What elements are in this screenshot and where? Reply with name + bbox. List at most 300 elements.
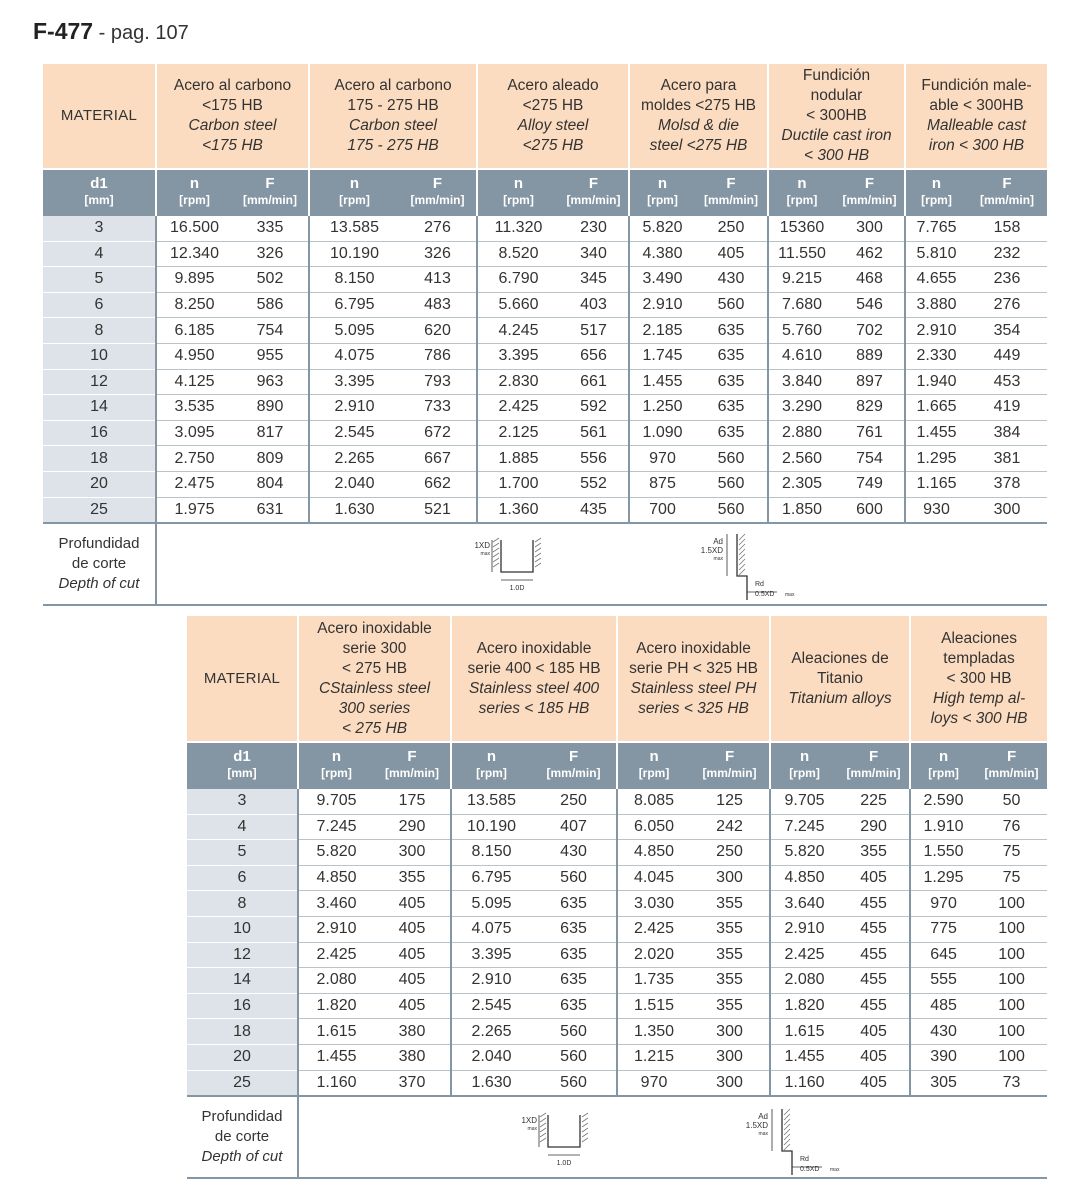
depth-of-cut-diagrams xyxy=(298,1096,1047,1178)
rpm-header xyxy=(309,169,399,216)
feed-cell: 829 xyxy=(835,395,905,421)
material-name-en: series < 185 HB xyxy=(478,699,590,717)
feed-cell: 250 xyxy=(695,216,768,241)
feed-cell: 897 xyxy=(835,369,905,395)
rpm-cell: 2.880 xyxy=(768,420,835,446)
material-header xyxy=(309,64,477,169)
feed-cell: 300 xyxy=(690,865,770,891)
rpm-cell: 1.665 xyxy=(905,395,967,421)
rpm-cell: 6.795 xyxy=(451,865,531,891)
feed-cell: 100 xyxy=(976,993,1047,1019)
feed-cell: 635 xyxy=(531,891,617,917)
rpm-cell: 4.610 xyxy=(768,343,835,369)
n-label: n xyxy=(349,175,360,192)
rpm-cell: 6.050 xyxy=(617,814,690,840)
rpm-cell: 645 xyxy=(910,942,976,968)
hatch-line xyxy=(739,559,745,565)
hatch-line xyxy=(739,534,745,540)
hatch-line xyxy=(535,543,541,547)
rpm-cell: 3.395 xyxy=(309,369,399,395)
diameter-cell: 10 xyxy=(43,343,156,369)
table-row xyxy=(187,1019,1047,1045)
f-label: F xyxy=(588,175,599,192)
material-name-es: Acero aleado xyxy=(507,77,599,94)
table-row xyxy=(187,865,1047,891)
depth-of-cut-diagrams xyxy=(156,523,1047,605)
feed-cell: 405 xyxy=(838,1019,910,1045)
material-name-en: High temp al- xyxy=(932,689,1026,707)
radial-depth-value: 0.5XD xyxy=(755,591,775,599)
hatch-line xyxy=(739,554,745,560)
feed-cell: 405 xyxy=(374,916,451,942)
side-milling-diagram xyxy=(687,530,817,602)
rpm-cell: 8.150 xyxy=(309,267,399,293)
f-label: F xyxy=(1002,175,1012,192)
slot-diagram xyxy=(512,1109,622,1169)
slot-outline xyxy=(501,540,533,572)
rpm-header xyxy=(451,742,531,789)
feed-cell: 250 xyxy=(531,789,617,814)
feed-cell: 405 xyxy=(374,891,451,917)
rpm-cell: 1.615 xyxy=(770,1019,838,1045)
feed-cell: 749 xyxy=(835,471,905,497)
rpm-cell: 2.425 xyxy=(617,916,690,942)
rpm-cell: 5.760 xyxy=(768,318,835,344)
rpm-cell: 1.820 xyxy=(770,993,838,1019)
feed-cell: 355 xyxy=(838,840,910,866)
feed-cell: 635 xyxy=(531,993,617,1019)
radial-depth-sub: max xyxy=(830,1167,840,1174)
material-name-es: Acero inoxidable xyxy=(476,639,592,657)
hatch-line xyxy=(540,1128,546,1132)
material-name-es: Acero al carbono xyxy=(173,77,292,94)
diameter-cell: 3 xyxy=(43,216,156,241)
depth-of-cut-label xyxy=(187,1096,298,1178)
material-name-es: Fundición male- xyxy=(921,77,1032,94)
diameter-cell: 6 xyxy=(187,865,298,891)
rpm-cell: 4.045 xyxy=(617,865,690,891)
rpm-cell: 4.075 xyxy=(451,916,531,942)
feed-cell: 631 xyxy=(232,497,309,523)
axial-depth-label: Ad xyxy=(713,537,723,547)
material-name-es: 175 - 275 HB xyxy=(347,97,439,114)
hatch-line xyxy=(540,1118,546,1122)
diameter-cell: 10 xyxy=(187,916,298,942)
material-name-es: < 300HB xyxy=(806,107,867,124)
rpm-cell: 485 xyxy=(910,993,976,1019)
feed-cell: 50 xyxy=(976,789,1047,814)
hatch-line xyxy=(493,538,499,542)
slot-depth-sub: max xyxy=(480,551,490,558)
radial-depth-label: Rd xyxy=(755,581,764,589)
feed-cell: 403 xyxy=(559,292,629,318)
n-label: n xyxy=(938,748,949,765)
f-label: F xyxy=(1006,748,1017,765)
rpm-cell: 9.705 xyxy=(298,789,374,814)
hatch-line xyxy=(493,548,499,552)
feed-cell: 560 xyxy=(531,865,617,891)
hatch-line xyxy=(784,1109,790,1115)
rpm-cell: 13.585 xyxy=(451,789,531,814)
material-name-es: serie PH < 325 HB xyxy=(629,659,758,677)
rpm-cell: 7.765 xyxy=(905,216,967,241)
diameter-cell: 6 xyxy=(43,292,156,318)
diameter-cell: 20 xyxy=(187,1044,298,1070)
hatch-line xyxy=(493,553,499,557)
feed-cell: 384 xyxy=(967,420,1047,446)
material-name-en: <175 HB xyxy=(202,137,263,154)
feed-cell: 236 xyxy=(967,267,1047,293)
f-unit: [mm/min] xyxy=(243,193,297,207)
hatch-line xyxy=(739,544,745,550)
feed-cell: 656 xyxy=(559,343,629,369)
feed-cell: 546 xyxy=(835,292,905,318)
table-row xyxy=(43,241,1047,267)
rpm-cell: 305 xyxy=(910,1070,976,1096)
rpm-cell: 11.550 xyxy=(768,241,835,267)
feed-cell: 276 xyxy=(399,216,477,241)
feed-header xyxy=(531,742,617,789)
hatch-line xyxy=(784,1139,790,1145)
rpm-cell: 1.360 xyxy=(477,497,559,523)
table-row xyxy=(187,942,1047,968)
feed-cell: 560 xyxy=(695,471,768,497)
feed-cell: 340 xyxy=(559,241,629,267)
feed-cell: 175 xyxy=(374,789,451,814)
rpm-cell: 4.850 xyxy=(617,840,690,866)
rpm-cell: 1.160 xyxy=(298,1070,374,1096)
hatch-line xyxy=(784,1119,790,1125)
n-unit: [rpm] xyxy=(321,766,352,780)
d1-label: d1 xyxy=(90,175,108,192)
rpm-cell: 2.475 xyxy=(156,471,232,497)
rpm-cell: 2.545 xyxy=(309,420,399,446)
feed-cell: 635 xyxy=(531,942,617,968)
feed-cell: 963 xyxy=(232,369,309,395)
diameter-cell: 8 xyxy=(43,318,156,344)
material-name-es: <175 HB xyxy=(202,97,263,114)
feed-cell: 462 xyxy=(835,241,905,267)
rpm-cell: 11.320 xyxy=(477,216,559,241)
feed-cell: 100 xyxy=(976,1019,1047,1045)
rpm-cell: 2.910 xyxy=(309,395,399,421)
material-name-en: Molsd & die xyxy=(658,117,739,134)
feed-cell: 592 xyxy=(559,395,629,421)
feed-cell: 326 xyxy=(232,241,309,267)
slot-depth-label: 1XD xyxy=(474,541,490,551)
depth-label-en: Depth of cut xyxy=(201,1148,283,1166)
table-row xyxy=(43,267,1047,293)
material-header xyxy=(629,64,768,169)
rpm-cell: 1.455 xyxy=(770,1044,838,1070)
hatch-line xyxy=(540,1138,546,1142)
n-unit: [rpm] xyxy=(638,766,670,780)
table-row xyxy=(187,916,1047,942)
slot-width-label: 1.0D xyxy=(509,585,525,593)
rpm-cell: 1.885 xyxy=(477,446,559,472)
feed-cell: 405 xyxy=(838,1044,910,1070)
feed-cell: 75 xyxy=(976,865,1047,891)
rpm-cell: 12.340 xyxy=(156,241,232,267)
material-name-en: Titanium alloys xyxy=(788,689,892,707)
rpm-cell: 1.295 xyxy=(910,865,976,891)
page-number: - pag. 107 xyxy=(93,22,189,44)
feed-cell: 468 xyxy=(835,267,905,293)
feed-cell: 449 xyxy=(967,343,1047,369)
rpm-cell: 4.850 xyxy=(298,865,374,891)
table-row xyxy=(43,497,1047,523)
material-header xyxy=(905,64,1047,169)
rpm-cell: 1.700 xyxy=(477,471,559,497)
axial-depth-value: 1.5XD xyxy=(745,1121,768,1131)
rpm-cell: 5.820 xyxy=(770,840,838,866)
material-name-es: serie 400 < 185 HB xyxy=(467,659,601,677)
rpm-header xyxy=(629,169,695,216)
rpm-cell: 10.190 xyxy=(451,814,531,840)
feed-cell: 355 xyxy=(690,916,770,942)
feed-cell: 955 xyxy=(232,343,309,369)
rpm-cell: 2.080 xyxy=(770,968,838,994)
rpm-cell: 1.975 xyxy=(156,497,232,523)
cutting-data-table-1 xyxy=(43,64,1047,606)
feed-cell: 483 xyxy=(399,292,477,318)
depth-label-es-2: de corte xyxy=(71,555,127,573)
axial-depth-sub: max xyxy=(713,556,723,563)
material-name-es: Acero inoxidable xyxy=(636,639,751,657)
rpm-cell: 1.515 xyxy=(617,993,690,1019)
hatch-line xyxy=(582,1138,588,1142)
rpm-cell: 1.940 xyxy=(905,369,967,395)
rpm-cell: 2.545 xyxy=(451,993,531,1019)
material-name-es: Titanio xyxy=(817,669,864,687)
diameter-cell: 4 xyxy=(187,814,298,840)
feed-cell: 455 xyxy=(838,891,910,917)
material-name-en: < 300 HB xyxy=(803,147,870,164)
feed-cell: 890 xyxy=(232,395,309,421)
diameter-cell: 5 xyxy=(43,267,156,293)
rpm-cell: 15360 xyxy=(768,216,835,241)
feed-cell: 335 xyxy=(232,216,309,241)
feed-cell: 405 xyxy=(374,968,451,994)
n-unit: [rpm] xyxy=(786,193,818,207)
cutting-data-table-2 xyxy=(187,616,1047,1179)
rpm-cell: 9.705 xyxy=(770,789,838,814)
material-name-en: Stainless steel 400 xyxy=(468,679,600,697)
feed-cell: 430 xyxy=(531,840,617,866)
d1-label: d1 xyxy=(233,748,251,765)
material-name-es: templadas xyxy=(943,649,1015,667)
feed-cell: 635 xyxy=(695,420,768,446)
rpm-header xyxy=(477,169,559,216)
material-name-es: moldes <275 HB xyxy=(640,97,757,114)
material-name-es: < 275 HB xyxy=(341,659,408,677)
hatch-line xyxy=(784,1144,790,1150)
material-name-es: Acero para xyxy=(660,77,737,94)
feed-cell: 552 xyxy=(559,471,629,497)
table-row xyxy=(43,343,1047,369)
rpm-cell: 2.425 xyxy=(298,942,374,968)
feed-cell: 290 xyxy=(838,814,910,840)
rpm-cell: 2.040 xyxy=(309,471,399,497)
feed-cell: 345 xyxy=(559,267,629,293)
feed-header xyxy=(559,169,629,216)
rpm-header xyxy=(298,742,374,789)
feed-cell: 250 xyxy=(690,840,770,866)
rpm-cell: 1.850 xyxy=(768,497,835,523)
diameter-cell: 25 xyxy=(187,1070,298,1096)
f-unit: [mm/min] xyxy=(566,193,621,207)
material-label: MATERIAL xyxy=(43,64,156,169)
rpm-cell: 6.795 xyxy=(309,292,399,318)
slot-depth-label: 1XD xyxy=(521,1116,537,1126)
feed-cell: 521 xyxy=(399,497,477,523)
units-header-row xyxy=(187,742,1047,789)
feed-cell: 560 xyxy=(695,497,768,523)
n-label: n xyxy=(799,748,810,765)
material-name-es: <275 HB xyxy=(522,97,584,114)
rpm-cell: 9.895 xyxy=(156,267,232,293)
rpm-header xyxy=(905,169,967,216)
table-row xyxy=(187,814,1047,840)
rpm-cell: 6.790 xyxy=(477,267,559,293)
diameter-cell: 4 xyxy=(43,241,156,267)
feed-cell: 435 xyxy=(559,497,629,523)
f-unit: [mm/min] xyxy=(984,766,1039,780)
material-header xyxy=(617,616,770,742)
rpm-cell: 1.630 xyxy=(451,1070,531,1096)
table-row xyxy=(43,292,1047,318)
feed-header xyxy=(835,169,905,216)
table-row xyxy=(43,420,1047,446)
f-unit: [mm/min] xyxy=(702,766,757,780)
material-name-en: CStainless steel xyxy=(318,679,431,697)
table-row xyxy=(43,395,1047,421)
feed-cell: 300 xyxy=(374,840,451,866)
material-name-es: able < 300HB xyxy=(929,97,1024,114)
rpm-cell: 2.185 xyxy=(629,318,695,344)
feed-cell: 75 xyxy=(976,840,1047,866)
feed-cell: 517 xyxy=(559,318,629,344)
hatch-line xyxy=(739,539,745,545)
feed-cell: 793 xyxy=(399,369,477,395)
feed-cell: 586 xyxy=(232,292,309,318)
rpm-cell: 2.910 xyxy=(905,318,967,344)
f-label: F xyxy=(868,748,879,765)
material-name-es: serie 300 xyxy=(342,639,407,657)
f-label: F xyxy=(724,748,735,765)
radial-depth-label: Rd xyxy=(800,1156,809,1164)
feed-cell: 786 xyxy=(399,343,477,369)
hatch-line xyxy=(784,1129,790,1135)
rpm-cell: 7.245 xyxy=(298,814,374,840)
n-unit: [rpm] xyxy=(476,766,507,780)
material-name-en: Malleable cast xyxy=(926,117,1027,134)
diameter-cell: 14 xyxy=(43,395,156,421)
axial-depth-value: 1.5XD xyxy=(700,546,723,556)
material-name-en: Carbon steel xyxy=(349,117,437,134)
feed-cell: 635 xyxy=(695,343,768,369)
feed-cell: 560 xyxy=(695,292,768,318)
rpm-cell: 7.245 xyxy=(770,814,838,840)
material-name-en: loys < 300 HB xyxy=(930,709,1028,727)
rpm-cell: 555 xyxy=(910,968,976,994)
material-name-es: Fundición xyxy=(802,67,871,84)
feed-cell: 355 xyxy=(690,993,770,1019)
hatch-line xyxy=(739,549,745,555)
rpm-cell: 4.245 xyxy=(477,318,559,344)
feed-cell: 300 xyxy=(690,1019,770,1045)
rpm-cell: 1.820 xyxy=(298,993,374,1019)
feed-cell: 672 xyxy=(399,420,477,446)
feed-cell: 230 xyxy=(559,216,629,241)
f-unit: [mm/min] xyxy=(842,193,897,207)
diameter-cell: 12 xyxy=(43,369,156,395)
feed-cell: 355 xyxy=(690,891,770,917)
hatch-line xyxy=(493,563,499,567)
material-header xyxy=(770,616,910,742)
f-unit: [mm/min] xyxy=(980,193,1035,207)
feed-cell: 326 xyxy=(399,241,477,267)
feed-cell: 600 xyxy=(835,497,905,523)
f-label: F xyxy=(864,175,875,192)
n-unit: [rpm] xyxy=(503,193,534,207)
feed-cell: 232 xyxy=(967,241,1047,267)
feed-cell: 158 xyxy=(967,216,1047,241)
page-title xyxy=(33,18,189,45)
feed-cell: 502 xyxy=(232,267,309,293)
material-label: MATERIAL xyxy=(187,616,298,742)
rpm-cell: 2.305 xyxy=(768,471,835,497)
feed-cell: 405 xyxy=(374,993,451,1019)
rpm-cell: 775 xyxy=(910,916,976,942)
feed-cell: 761 xyxy=(835,420,905,446)
n-label: n xyxy=(331,748,342,765)
axial-depth-sub: max xyxy=(758,1131,768,1138)
feed-cell: 100 xyxy=(976,916,1047,942)
feed-cell: 662 xyxy=(399,471,477,497)
feed-cell: 635 xyxy=(531,968,617,994)
depth-of-cut-label xyxy=(43,523,156,605)
hatch-line xyxy=(784,1124,790,1130)
hatch-line xyxy=(493,543,499,547)
feed-cell: 635 xyxy=(695,318,768,344)
rpm-cell: 9.215 xyxy=(768,267,835,293)
feed-cell: 560 xyxy=(531,1019,617,1045)
n-label: n xyxy=(649,748,659,765)
rpm-cell: 3.880 xyxy=(905,292,967,318)
feed-cell: 370 xyxy=(374,1070,451,1096)
depth-label-es-2: de corte xyxy=(214,1128,270,1146)
feed-cell: 100 xyxy=(976,1044,1047,1070)
diameter-cell: 16 xyxy=(43,420,156,446)
depth-label-es-1: Profundidad xyxy=(58,535,140,553)
hatch-line xyxy=(582,1133,588,1137)
rpm-header xyxy=(770,742,838,789)
hatch-line xyxy=(582,1113,588,1117)
feed-cell: 430 xyxy=(695,267,768,293)
rpm-cell: 2.560 xyxy=(768,446,835,472)
feed-cell: 560 xyxy=(531,1070,617,1096)
units-header-row xyxy=(43,169,1047,216)
rpm-cell: 3.490 xyxy=(629,267,695,293)
f-label: F xyxy=(432,175,443,192)
table-row xyxy=(187,840,1047,866)
material-header xyxy=(156,64,309,169)
rpm-cell: 2.265 xyxy=(451,1019,531,1045)
material-header-row xyxy=(187,616,1047,742)
hatch-line xyxy=(582,1128,588,1132)
n-unit: [rpm] xyxy=(789,766,820,780)
